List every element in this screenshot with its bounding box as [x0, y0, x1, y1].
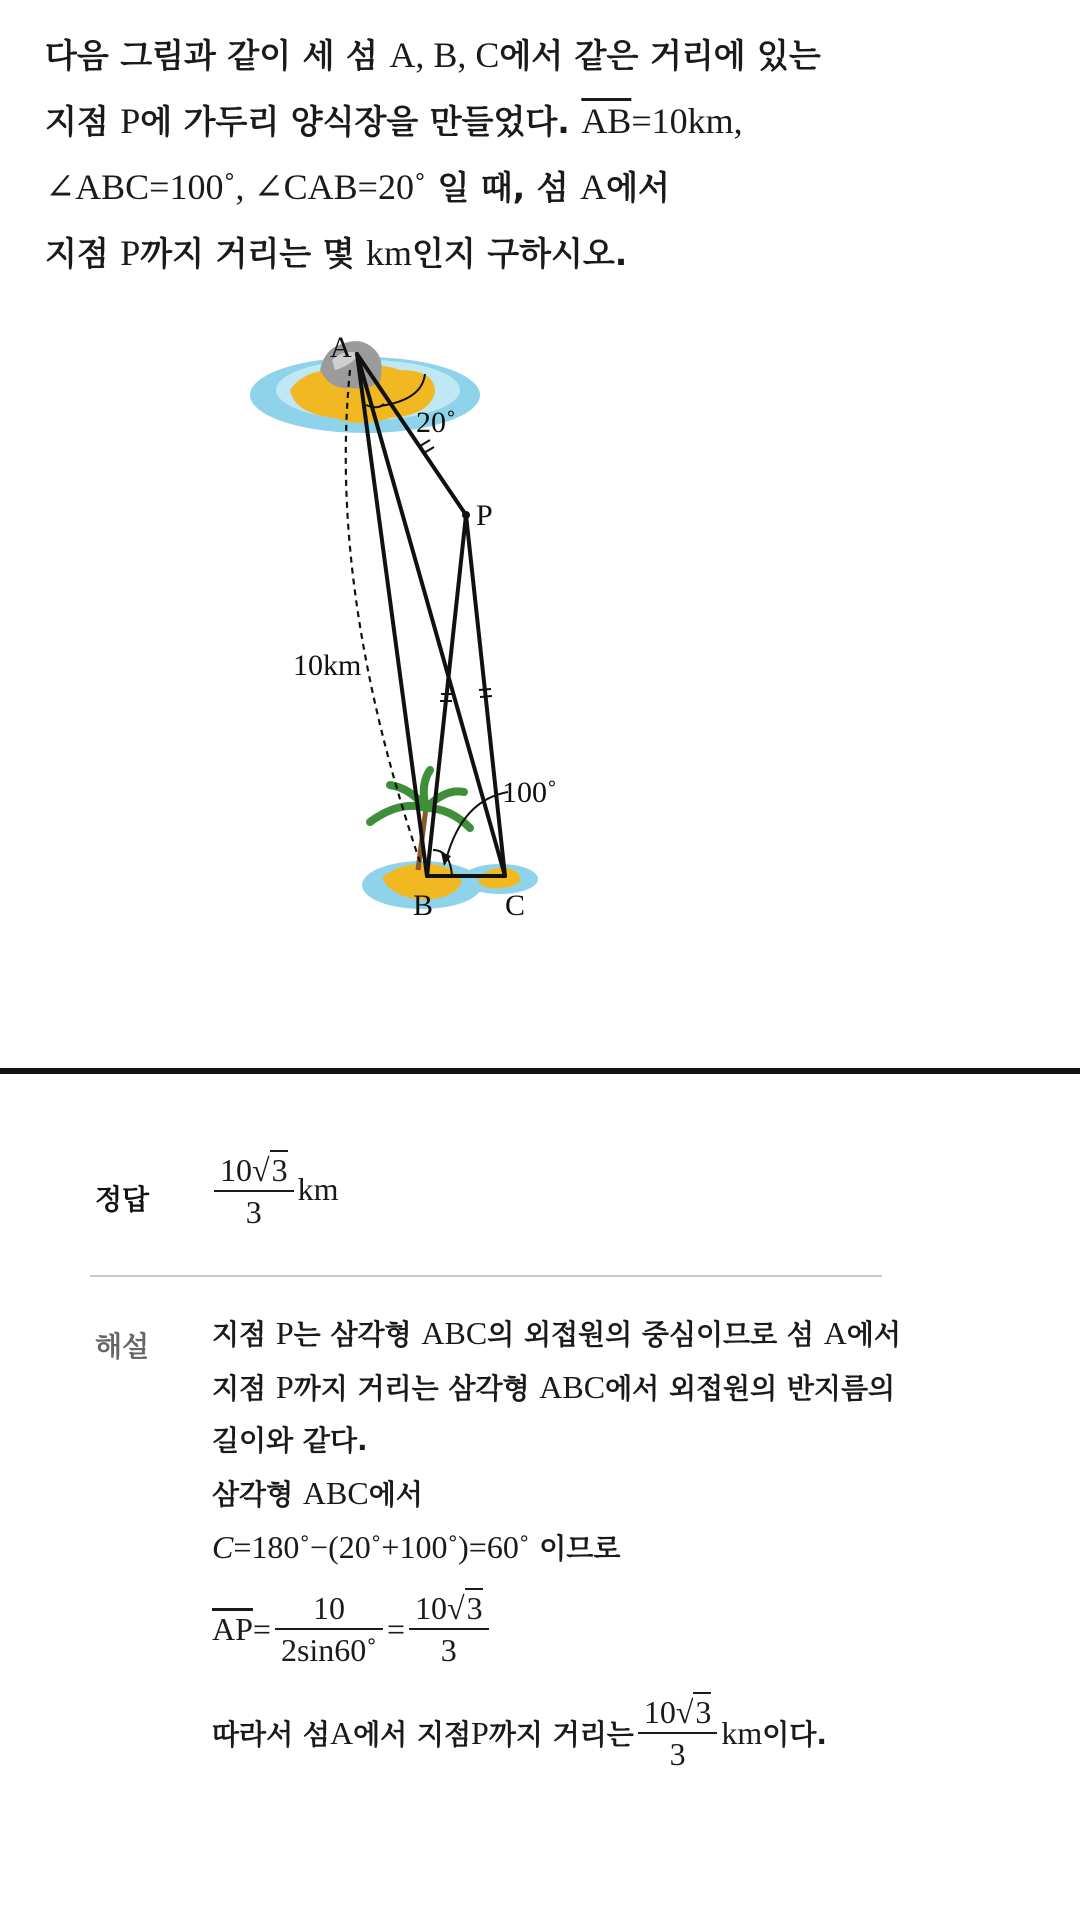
- explanation-line-4: [212, 1467, 1002, 1521]
- answer-numerator: 10: [220, 1152, 252, 1188]
- island-triangle-figure: [250, 330, 700, 970]
- math-fragment: P: [275, 1369, 294, 1405]
- radicand: 3: [466, 1590, 483, 1626]
- text-fragment: 이다.: [762, 1718, 827, 1751]
- fraction-numerator: 10: [275, 1588, 383, 1630]
- text-fragment: 지점: [212, 1372, 276, 1405]
- problem-line-4: [45, 220, 1045, 286]
- text-fragment: 삼각형: [212, 1478, 303, 1511]
- math-fragment: P: [471, 1714, 489, 1751]
- math-fragment: C: [212, 1529, 234, 1565]
- math-fragment: ABC: [302, 1475, 369, 1511]
- text-fragment: 이므로: [529, 1532, 621, 1565]
- equals-sign: =: [386, 1610, 405, 1647]
- explanation-body: [212, 1307, 1002, 1783]
- problem-text-fragment: 일 때, 섬: [425, 168, 581, 207]
- text-fragment: 에서: [368, 1478, 423, 1511]
- problem-math-fragment: ∠ABC=100˚, ∠CAB=20˚: [45, 167, 426, 207]
- answer-rule: [90, 1275, 882, 1277]
- answer-value: [210, 1150, 338, 1232]
- problem-text-fragment: 에서: [606, 168, 670, 207]
- problem-text-fragment: 인지 구하시오.: [412, 234, 628, 273]
- point-p-dot: [462, 511, 470, 519]
- problem-line-3: [45, 154, 1045, 220]
- problem-text-fragment: 지점: [45, 234, 121, 273]
- label-point-a: A: [330, 331, 352, 364]
- segment-ap: $\overline{AP}$: [212, 1610, 253, 1647]
- explanation-line-5: [212, 1521, 1002, 1575]
- math-fragment: km: [721, 1714, 763, 1751]
- text-fragment: 는 삼각형: [293, 1318, 422, 1351]
- problem-math-fragment: A: [580, 167, 607, 207]
- text-fragment: 까지 거리는: [488, 1718, 634, 1751]
- problem-math-fragment: P: [120, 233, 141, 273]
- equals-sign: =: [252, 1610, 271, 1647]
- text-fragment: 에서 지점: [353, 1718, 472, 1751]
- label-angle-b: 100˚: [502, 776, 557, 809]
- math-fragment: A: [329, 1714, 354, 1751]
- text-fragment: 에서 외접원의 반지름의: [605, 1372, 896, 1405]
- label-point-c: C: [505, 889, 526, 922]
- problem-math-fragment: km: [366, 233, 413, 273]
- problem-text-fragment: 까지 거리는 몇: [140, 234, 367, 273]
- island-c-illustration: [462, 864, 538, 894]
- explanation-label: 해설: [95, 1330, 150, 1363]
- fraction-denominator: 3: [669, 1736, 686, 1772]
- explanation-line-2: [212, 1361, 1002, 1415]
- fraction-denominator: 3: [440, 1632, 457, 1668]
- label-angle-a: 20˚: [416, 406, 456, 439]
- problem-text-fragment: 에서 같은 거리에 있는: [499, 36, 821, 75]
- text-fragment: 따라서 섬: [212, 1718, 330, 1751]
- math-fragment: P: [275, 1315, 294, 1351]
- fraction-numerator: 10: [643, 1694, 676, 1730]
- problem-math-fragment: =10km,: [631, 101, 743, 141]
- fraction-result: $\frac{10√3}{3}$: [409, 1588, 489, 1670]
- segment-ab: $\overline{AB}$: [581, 101, 632, 141]
- text-fragment: 의 외접원의 중심이므로 섬: [487, 1318, 824, 1351]
- answer-label: 정답: [95, 1183, 150, 1216]
- problem-line-2: [45, 88, 1045, 154]
- problem-text: [45, 22, 1045, 286]
- section-divider: [0, 1068, 1080, 1074]
- fraction-denominator: 2sin60˚: [280, 1632, 377, 1668]
- answer-denominator: 3: [245, 1194, 262, 1230]
- fraction-numerator: 10: [415, 1590, 447, 1626]
- label-point-b: B: [413, 889, 434, 922]
- problem-math-fragment: A, B, C: [389, 35, 500, 75]
- explanation-line-3: 길이와 같다.: [212, 1424, 368, 1457]
- answer-radicand: 3: [271, 1152, 288, 1188]
- explanation-line-1: [212, 1307, 1002, 1361]
- conclusion-fraction: $\frac{10√3}{3}$: [638, 1692, 718, 1774]
- problem-text-fragment: 지점: [45, 102, 121, 141]
- label-point-p: P: [476, 499, 493, 532]
- problem-line-1: [45, 22, 1045, 88]
- text-fragment: 지점: [212, 1318, 276, 1351]
- label-distance: 10km: [293, 649, 362, 682]
- answer-fraction: $\frac{10√3}{3}$: [214, 1150, 294, 1232]
- problem-text-fragment: 에 가두리 양식장을 만들었다.: [140, 102, 582, 141]
- math-fragment: ABC: [539, 1369, 606, 1405]
- math-fragment: =180˚−(20˚+100˚)=60˚: [233, 1529, 530, 1565]
- radicand: 3: [695, 1694, 712, 1730]
- explanation-equation: [212, 1579, 1002, 1679]
- problem-text-fragment: 다음 그림과 같이 세 섬: [45, 36, 390, 75]
- math-fragment: ABC: [421, 1315, 488, 1351]
- math-fragment: A: [823, 1315, 847, 1351]
- explanation-conclusion: [212, 1683, 1002, 1783]
- fraction-sine-law: [275, 1588, 383, 1670]
- answer-unit: km: [297, 1171, 339, 1207]
- text-fragment: 까지 거리는 삼각형: [293, 1372, 540, 1405]
- problem-math-fragment: P: [120, 101, 141, 141]
- text-fragment: 에서: [846, 1318, 901, 1351]
